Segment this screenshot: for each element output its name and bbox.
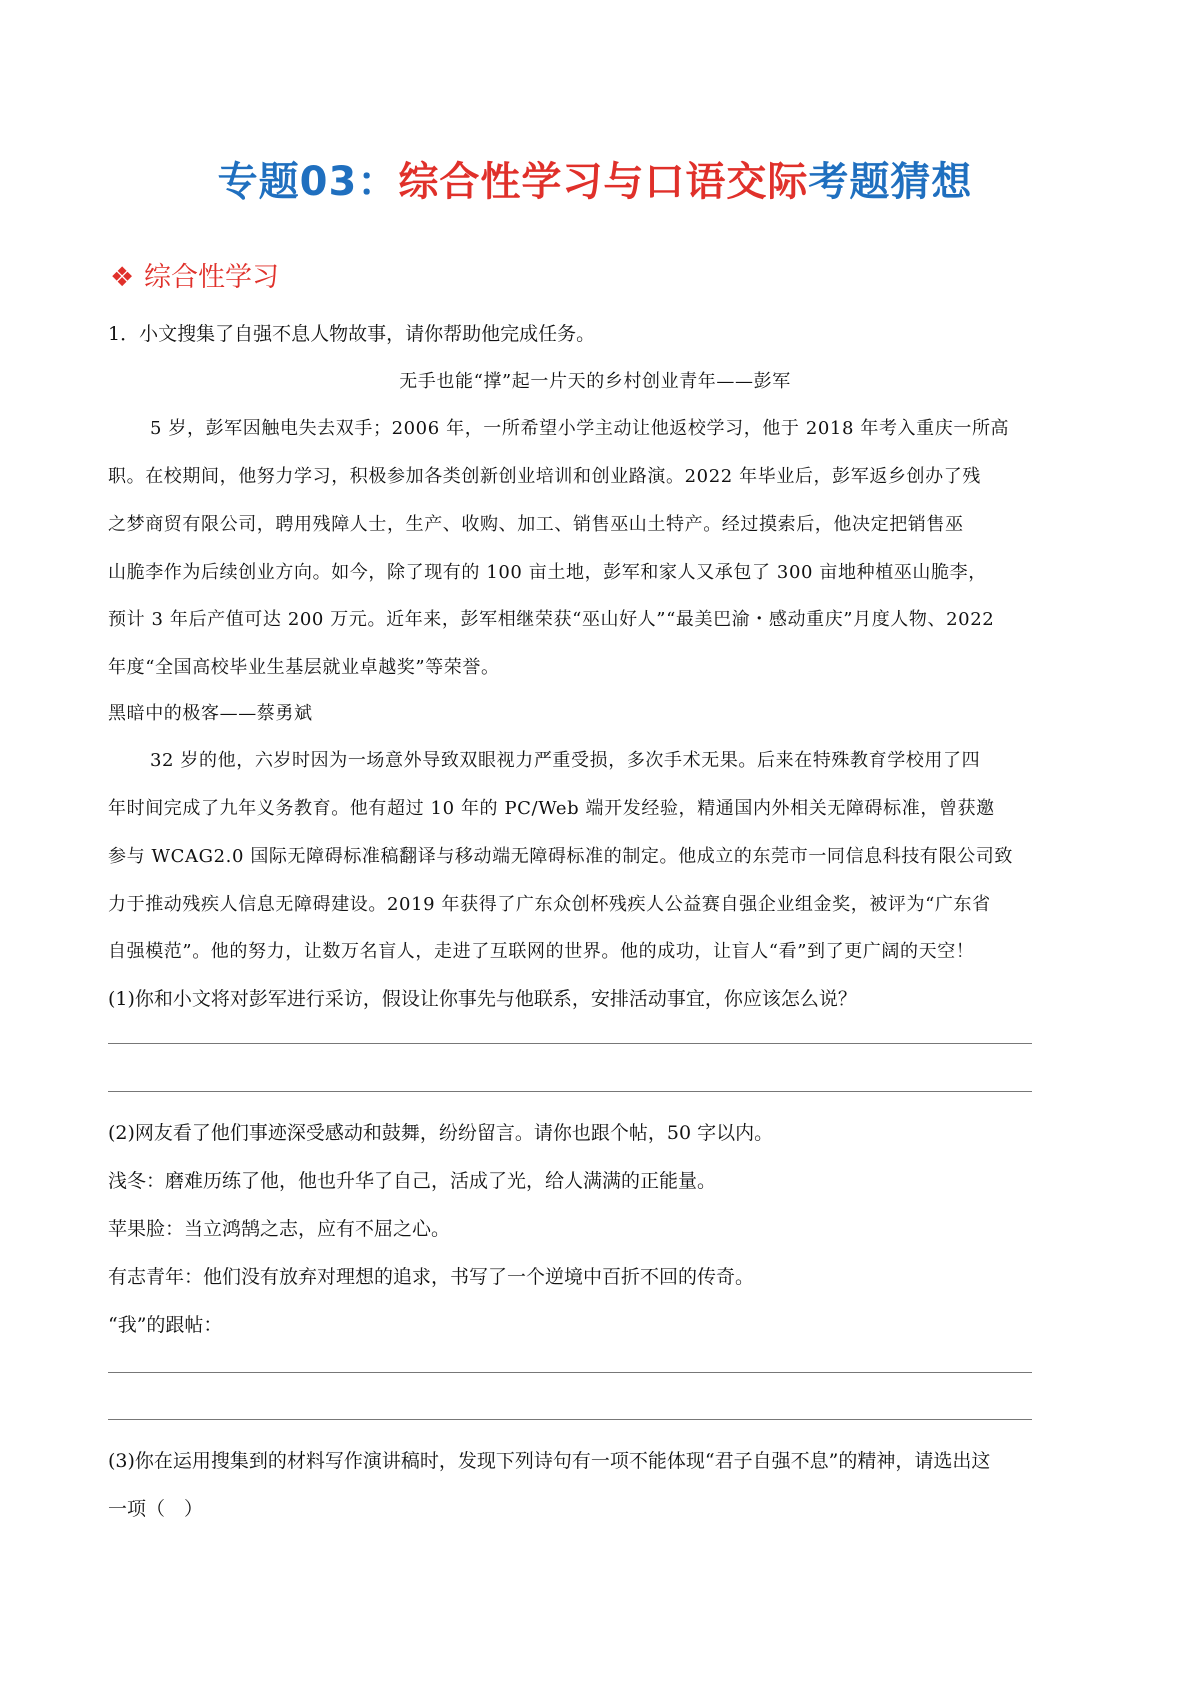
section-heading-text: 综合性学习 bbox=[144, 262, 279, 293]
sub-question-1: (1)你和小文将对彭军进行采访，假设让你事先与他联系，安排活动事宜，你应该怎么说？ bbox=[108, 988, 857, 1010]
title-part-suffix: 考题猜想 bbox=[808, 159, 973, 205]
story-1-line: 山脆李作为后续创业方向。如今，除了现有的 100 亩土地，彭军和家人又承包了 300 亩地种植巫山脆李， bbox=[108, 562, 987, 583]
story-1-line: 年度“全国高校毕业生基层就业卓越奖”等荣誉。 bbox=[108, 657, 500, 678]
title-part-topic: 专题03： bbox=[217, 159, 399, 205]
story-1-line: 5 岁，彭军因触电失去双手；2006 年，一所希望小学主动让他返校学习，他于 2018 年考入重庆一所高 bbox=[150, 418, 1010, 439]
answer-line[interactable] bbox=[108, 1043, 1032, 1044]
answer-line[interactable] bbox=[108, 1372, 1032, 1373]
answer-line[interactable] bbox=[108, 1091, 1032, 1092]
story-1-title: 无手也能“撑”起一片天的乡村创业青年——彭军 bbox=[399, 371, 791, 392]
page-title bbox=[0, 150, 1190, 207]
netizen-comment: 苹果脸：当立鸿鹄之志，应有不屈之心。 bbox=[108, 1218, 451, 1240]
story-2-line: 自强模范”。他的努力，让数万名盲人，走进了互联网的世界。他的成功，让盲人“看”到了更广阔的天空！ bbox=[108, 941, 975, 962]
netizen-comment: 浅冬：磨难历练了他，他也升华了自己，活成了光，给人满满的正能量。 bbox=[108, 1170, 717, 1192]
sub-question-3-choice: 一项（ ） bbox=[108, 1498, 204, 1520]
story-1-line: 预计 3 年后产值可达 200 万元。近年来，彭军相继荣获“巫山好人”“最美巴渝・感动重庆”月度人物、2022 bbox=[108, 609, 995, 630]
story-1-line: 之梦商贸有限公司，聘用残障人士，生产、收购、加工、销售巫山土特产。经过摸索后，他决定把销售巫 bbox=[108, 514, 964, 535]
sub-question-2: (2)网友看了他们事迹深受感动和鼓舞，纷纷留言。请你也跟个帖，50 字以内。 bbox=[108, 1122, 774, 1144]
sub-question-3: (3)你在运用搜集到的材料写作演讲稿时，发现下列诗句有一项不能体现“君子自强不息”的精神，请选出这 bbox=[108, 1450, 991, 1472]
section-heading bbox=[110, 255, 279, 294]
answer-line[interactable] bbox=[108, 1419, 1032, 1420]
netizen-comment: 有志青年：他们没有放弃对理想的追求，书写了一个逆境中百折不回的传奇。 bbox=[108, 1266, 755, 1288]
diamond-bullet-icon: ❖ bbox=[110, 262, 135, 293]
question-1-stem: 1．小文搜集了自强不息人物故事，请你帮助他完成任务。 bbox=[108, 323, 596, 345]
story-1-line: 职。在校期间，他努力学习，积极参加各类创新创业培训和创业路演。2022 年毕业后，彭军返乡创办了残 bbox=[108, 466, 981, 487]
title-part-subject: 综合性学习与口语交际 bbox=[398, 159, 809, 205]
story-2-line: 力于推动残疾人信息无障碍建设。2019 年获得了广东众创杯残疾人公益赛自强企业组金奖，被评为“广东省 bbox=[108, 894, 991, 915]
story-2-line: 参与 WCAG2.0 国际无障碍标准稿翻译与移动端无障碍标准的制定。他成立的东莞市一同信息科技有限公司致 bbox=[108, 846, 1013, 867]
story-2-line: 年时间完成了九年义务教育。他有超过 10 年的 PC/Web 端开发经验，精通国内外相关无障碍标准，曾获邀 bbox=[108, 798, 995, 819]
story-2-title: 黑暗中的极客——蔡勇斌 bbox=[108, 703, 313, 724]
my-reply-label: “我”的跟帖： bbox=[108, 1314, 223, 1336]
story-2-line: 32 岁的他，六岁时因为一场意外导致双眼视力严重受损，多次手术无果。后来在特殊教育学校用了四 bbox=[150, 750, 981, 771]
